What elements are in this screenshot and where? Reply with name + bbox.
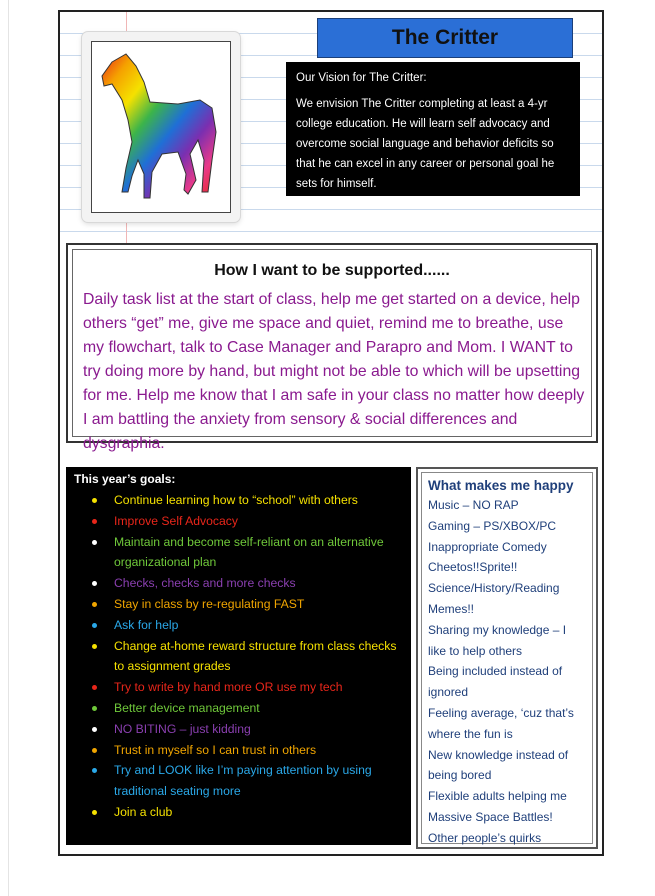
bullet-icon (92, 727, 97, 732)
bullet-icon (92, 768, 97, 773)
goal-text: Trust in myself so I can trust in others (114, 742, 317, 757)
bullet-icon (92, 602, 97, 607)
goal-text: Maintain and become self-reliant on an alternative organizational plan (114, 534, 384, 570)
happy-item: Memes!! (428, 601, 475, 616)
striped-horse-icon (92, 42, 230, 212)
goals-list (74, 490, 403, 823)
vision-body: We envision The Critter completing at least a 4-yr college education. He will learn self advocacy and overcome social language and behavior deficits so that he can excel in any career or personal goal he sets for himself. (296, 98, 555, 190)
happy-item: Inappropriate Comedy (428, 539, 547, 554)
vision-statement (286, 62, 580, 196)
support-section (66, 243, 598, 452)
bullet-icon (92, 581, 97, 586)
goal-item (92, 594, 403, 615)
horse-image (91, 41, 231, 213)
goal-text: Try to write by hand more OR use my tech (114, 680, 343, 695)
vision-heading: Our Vision for The Critter: (296, 72, 427, 84)
bullet-icon (92, 519, 97, 524)
goal-item (92, 573, 403, 594)
support-inner-border (72, 249, 592, 452)
goal-item (92, 740, 403, 761)
goal-item (92, 698, 403, 719)
happy-item: Other people’s quirks (428, 830, 542, 845)
goal-text: Stay in class by re-regulating FAST (114, 596, 305, 611)
happy-item: Cheetos!!Sprite!! (428, 560, 518, 575)
happy-item: New knowledge instead of being bored (428, 747, 569, 783)
bullet-icon (92, 623, 97, 628)
happy-item: Music – NO RAP (428, 498, 519, 512)
happy-item: Being included instead of ignored (428, 664, 563, 700)
goals-title: This year’s goals: (74, 472, 176, 486)
goal-text: Better device management (114, 700, 260, 715)
happy-item: Feeling average, ‘cuz that’s where the fun is (428, 705, 574, 741)
support-title: How I want to be supported...... (214, 262, 450, 279)
happy-inner-border (421, 472, 593, 844)
bullet-icon (92, 644, 97, 649)
goal-text: Change at-home reward structure from class checks to assignment grades (114, 638, 397, 674)
page-title: The Critter (317, 18, 573, 58)
goal-item (92, 615, 403, 636)
goals-section (66, 467, 411, 845)
happy-item: Flexible adults helping me (428, 789, 567, 804)
happy-item: Sharing my knowledge – I like to help others (428, 622, 567, 658)
happy-list (428, 495, 586, 849)
bullet-icon (92, 706, 97, 711)
goal-text: Continue learning how to “school” with others (114, 493, 358, 507)
goal-item (92, 532, 403, 574)
goal-text: Ask for help (114, 617, 179, 632)
profile-page (58, 10, 604, 856)
bullet-icon (92, 810, 97, 815)
bullet-icon (92, 540, 97, 545)
page-edge (8, 0, 9, 896)
goal-text: Try and LOOK like I’m paying attention by using traditional seating more (114, 763, 372, 799)
bullet-icon (92, 498, 97, 503)
goal-item (92, 636, 403, 678)
bullet-icon (92, 748, 97, 753)
goal-text: Improve Self Advocacy (114, 513, 238, 528)
goal-item (92, 802, 403, 823)
goal-item (92, 677, 403, 698)
goal-item (92, 719, 403, 740)
support-body: Daily task list at the start of class, help me get started on a device, help others “get” me, give me space and quiet, remind me to breathe, use my flowchart, talk to Case Manager and Parapro and Mom. I WANT to try doing more by hand, but might not be able to which will be upsetting for me. Help me know that I am safe in your class no matter how deeply I am battling the anxiety from sensory & social differences and dysgraphia. (83, 291, 585, 452)
goal-item (92, 490, 403, 511)
happy-section (416, 467, 598, 849)
goal-item (92, 760, 403, 802)
goal-text: Checks, checks and more checks (114, 576, 296, 591)
goal-text: NO BITING – just kidding (114, 721, 251, 736)
photo-frame (82, 32, 240, 222)
happy-item: Science/History/Reading (428, 581, 560, 596)
bullet-icon (92, 685, 97, 690)
goal-item (92, 511, 403, 532)
happy-item: Massive Space Battles! (428, 809, 553, 824)
happy-title: What makes me happy (428, 478, 574, 493)
goal-text: Join a club (114, 804, 173, 819)
happy-item: Gaming – PS/XBOX/PC (428, 518, 557, 533)
